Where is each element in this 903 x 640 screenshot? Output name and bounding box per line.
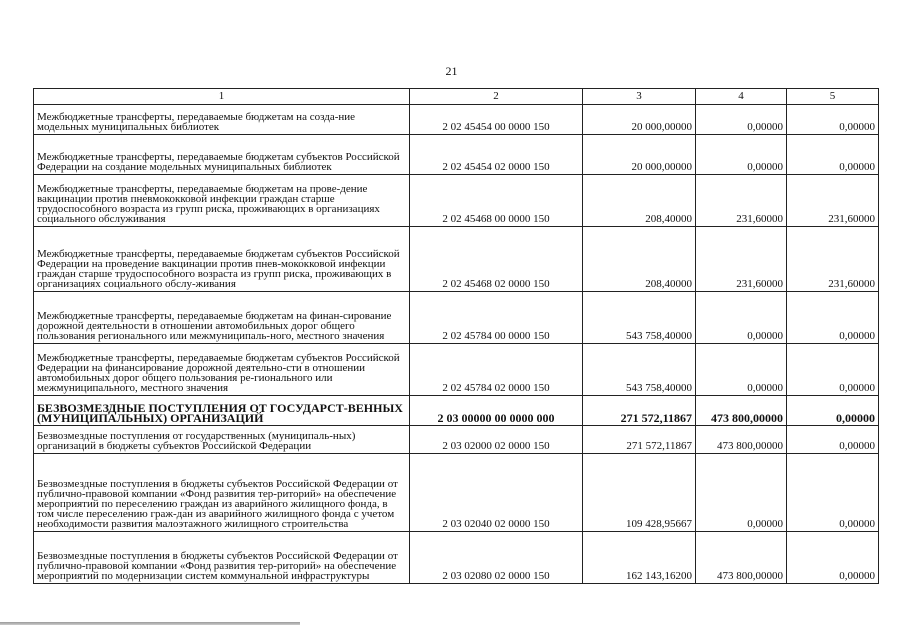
row-name: Межбюджетные трансферты, передаваемые бюджетам на созда-ние модельных муниципальных библиотек [34,105,410,135]
table-row [34,344,879,396]
table-row [34,175,879,227]
table-header-row [34,89,879,105]
row-value-5: 0,00000 [787,292,879,344]
row-value-4: 231,60000 [696,227,787,292]
row-value-5: 231,60000 [787,227,879,292]
row-value-4: 473 800,00000 [696,396,787,426]
row-code: 2 02 45784 00 0000 150 [410,292,583,344]
row-name: Межбюджетные трансферты, передаваемые бюджетам субъектов Российской Федерации на финансирование дорожной деятельно-сти в отношении автомобильных дорог общего пользования ре-гионального или межмуниципального, местного значения [34,344,410,396]
table-row [34,426,879,454]
row-value-4: 473 800,00000 [696,532,787,584]
row-name: Безвозмездные поступления от государственных (муниципаль-ных) организаций в бюджеты субъектов Российской Федерации [34,426,410,454]
column-header-1: 1 [34,89,410,105]
table-row [34,105,879,135]
row-name: Безвозмездные поступления в бюджеты субъектов Российской Федерации от публично-правовой компании «Фонд развития тер-риторий» на обеспечение мероприятий по переселению граждан из аварийного жилищного фонда, в том числе переселению граж-дан из аварийного жилищного фонда с учетом необходимости развития малоэтажного жилищного строительства [34,454,410,532]
table-row-section-total [34,396,879,426]
row-value-4: 0,00000 [696,135,787,175]
row-value-3: 109 428,95667 [583,454,696,532]
row-value-5: 0,00000 [787,426,879,454]
row-value-4: 231,60000 [696,175,787,227]
row-code: 2 02 45784 02 0000 150 [410,344,583,396]
row-name: Безвозмездные поступления в бюджеты субъектов Российской Федерации от публично-правовой компании «Фонд развития тер-риторий» на обеспечение мероприятий по модернизации систем коммунальной инфраструктуры [34,532,410,584]
row-value-4: 0,00000 [696,105,787,135]
row-value-5: 0,00000 [787,396,879,426]
row-value-4: 0,00000 [696,454,787,532]
row-code: 2 02 45468 00 0000 150 [410,175,583,227]
budget-table [33,88,879,584]
column-header-2: 2 [410,89,583,105]
row-value-4: 473 800,00000 [696,426,787,454]
row-value-4: 0,00000 [696,344,787,396]
row-value-3: 20 000,00000 [583,105,696,135]
row-value-5: 0,00000 [787,344,879,396]
row-value-3: 208,40000 [583,227,696,292]
row-value-3: 271 572,11867 [583,396,696,426]
row-value-3: 271 572,11867 [583,426,696,454]
row-code: 2 03 02080 02 0000 150 [410,532,583,584]
table-row [34,292,879,344]
row-name: Межбюджетные трансферты, передаваемые бюджетам субъектов Российской Федерации на создание модельных муниципальных библиотек [34,135,410,175]
table-body [34,105,879,584]
table-row [34,532,879,584]
row-value-4: 0,00000 [696,292,787,344]
row-value-3: 543 758,40000 [583,292,696,344]
row-name: Межбюджетные трансферты, передаваемые бюджетам на прове-дение вакцинации против пневмококковой инфекции граждан старше трудоспособного возраста из групп риска, проживающих в организациях социального обслуживания [34,175,410,227]
row-code: 2 03 02000 02 0000 150 [410,426,583,454]
row-code: 2 02 45468 02 0000 150 [410,227,583,292]
table-row [34,454,879,532]
row-code: 2 03 02040 02 0000 150 [410,454,583,532]
table-row [34,227,879,292]
column-header-3: 3 [583,89,696,105]
row-value-5: 231,60000 [787,175,879,227]
table-row [34,135,879,175]
row-code: 2 03 00000 00 0000 000 [410,396,583,426]
row-value-3: 162 143,16200 [583,532,696,584]
column-header-5: 5 [787,89,879,105]
row-value-5: 0,00000 [787,105,879,135]
page-number: 21 [445,64,458,78]
row-name: Межбюджетные трансферты, передаваемые бюджетам субъектов Российской Федерации на проведение вакцинации против пнев-мококковой инфекции граждан старше трудоспособного возраста из групп риска, проживающих в организациях социального обслу-живания [34,227,410,292]
row-value-3: 20 000,00000 [583,135,696,175]
column-header-4: 4 [696,89,787,105]
row-value-3: 543 758,40000 [583,344,696,396]
row-code: 2 02 45454 00 0000 150 [410,105,583,135]
row-value-3: 208,40000 [583,175,696,227]
row-code: 2 02 45454 02 0000 150 [410,135,583,175]
row-value-5: 0,00000 [787,532,879,584]
row-name: Межбюджетные трансферты, передаваемые бюджетам на финан-сирование дорожной деятельности в отношении автомобильных дорог общего пользования регионального или межмуниципаль-ного, местного значения [34,292,410,344]
row-value-5: 0,00000 [787,135,879,175]
row-name: БЕЗВОЗМЕЗДНЫЕ ПОСТУПЛЕНИЯ ОТ ГОСУДАРСТ-ВЕННЫХ (МУНИЦИПАЛЬНЫХ) ОРГАНИЗАЦИЙ [34,396,410,426]
row-value-5: 0,00000 [787,454,879,532]
footer-scan-line [0,622,300,625]
